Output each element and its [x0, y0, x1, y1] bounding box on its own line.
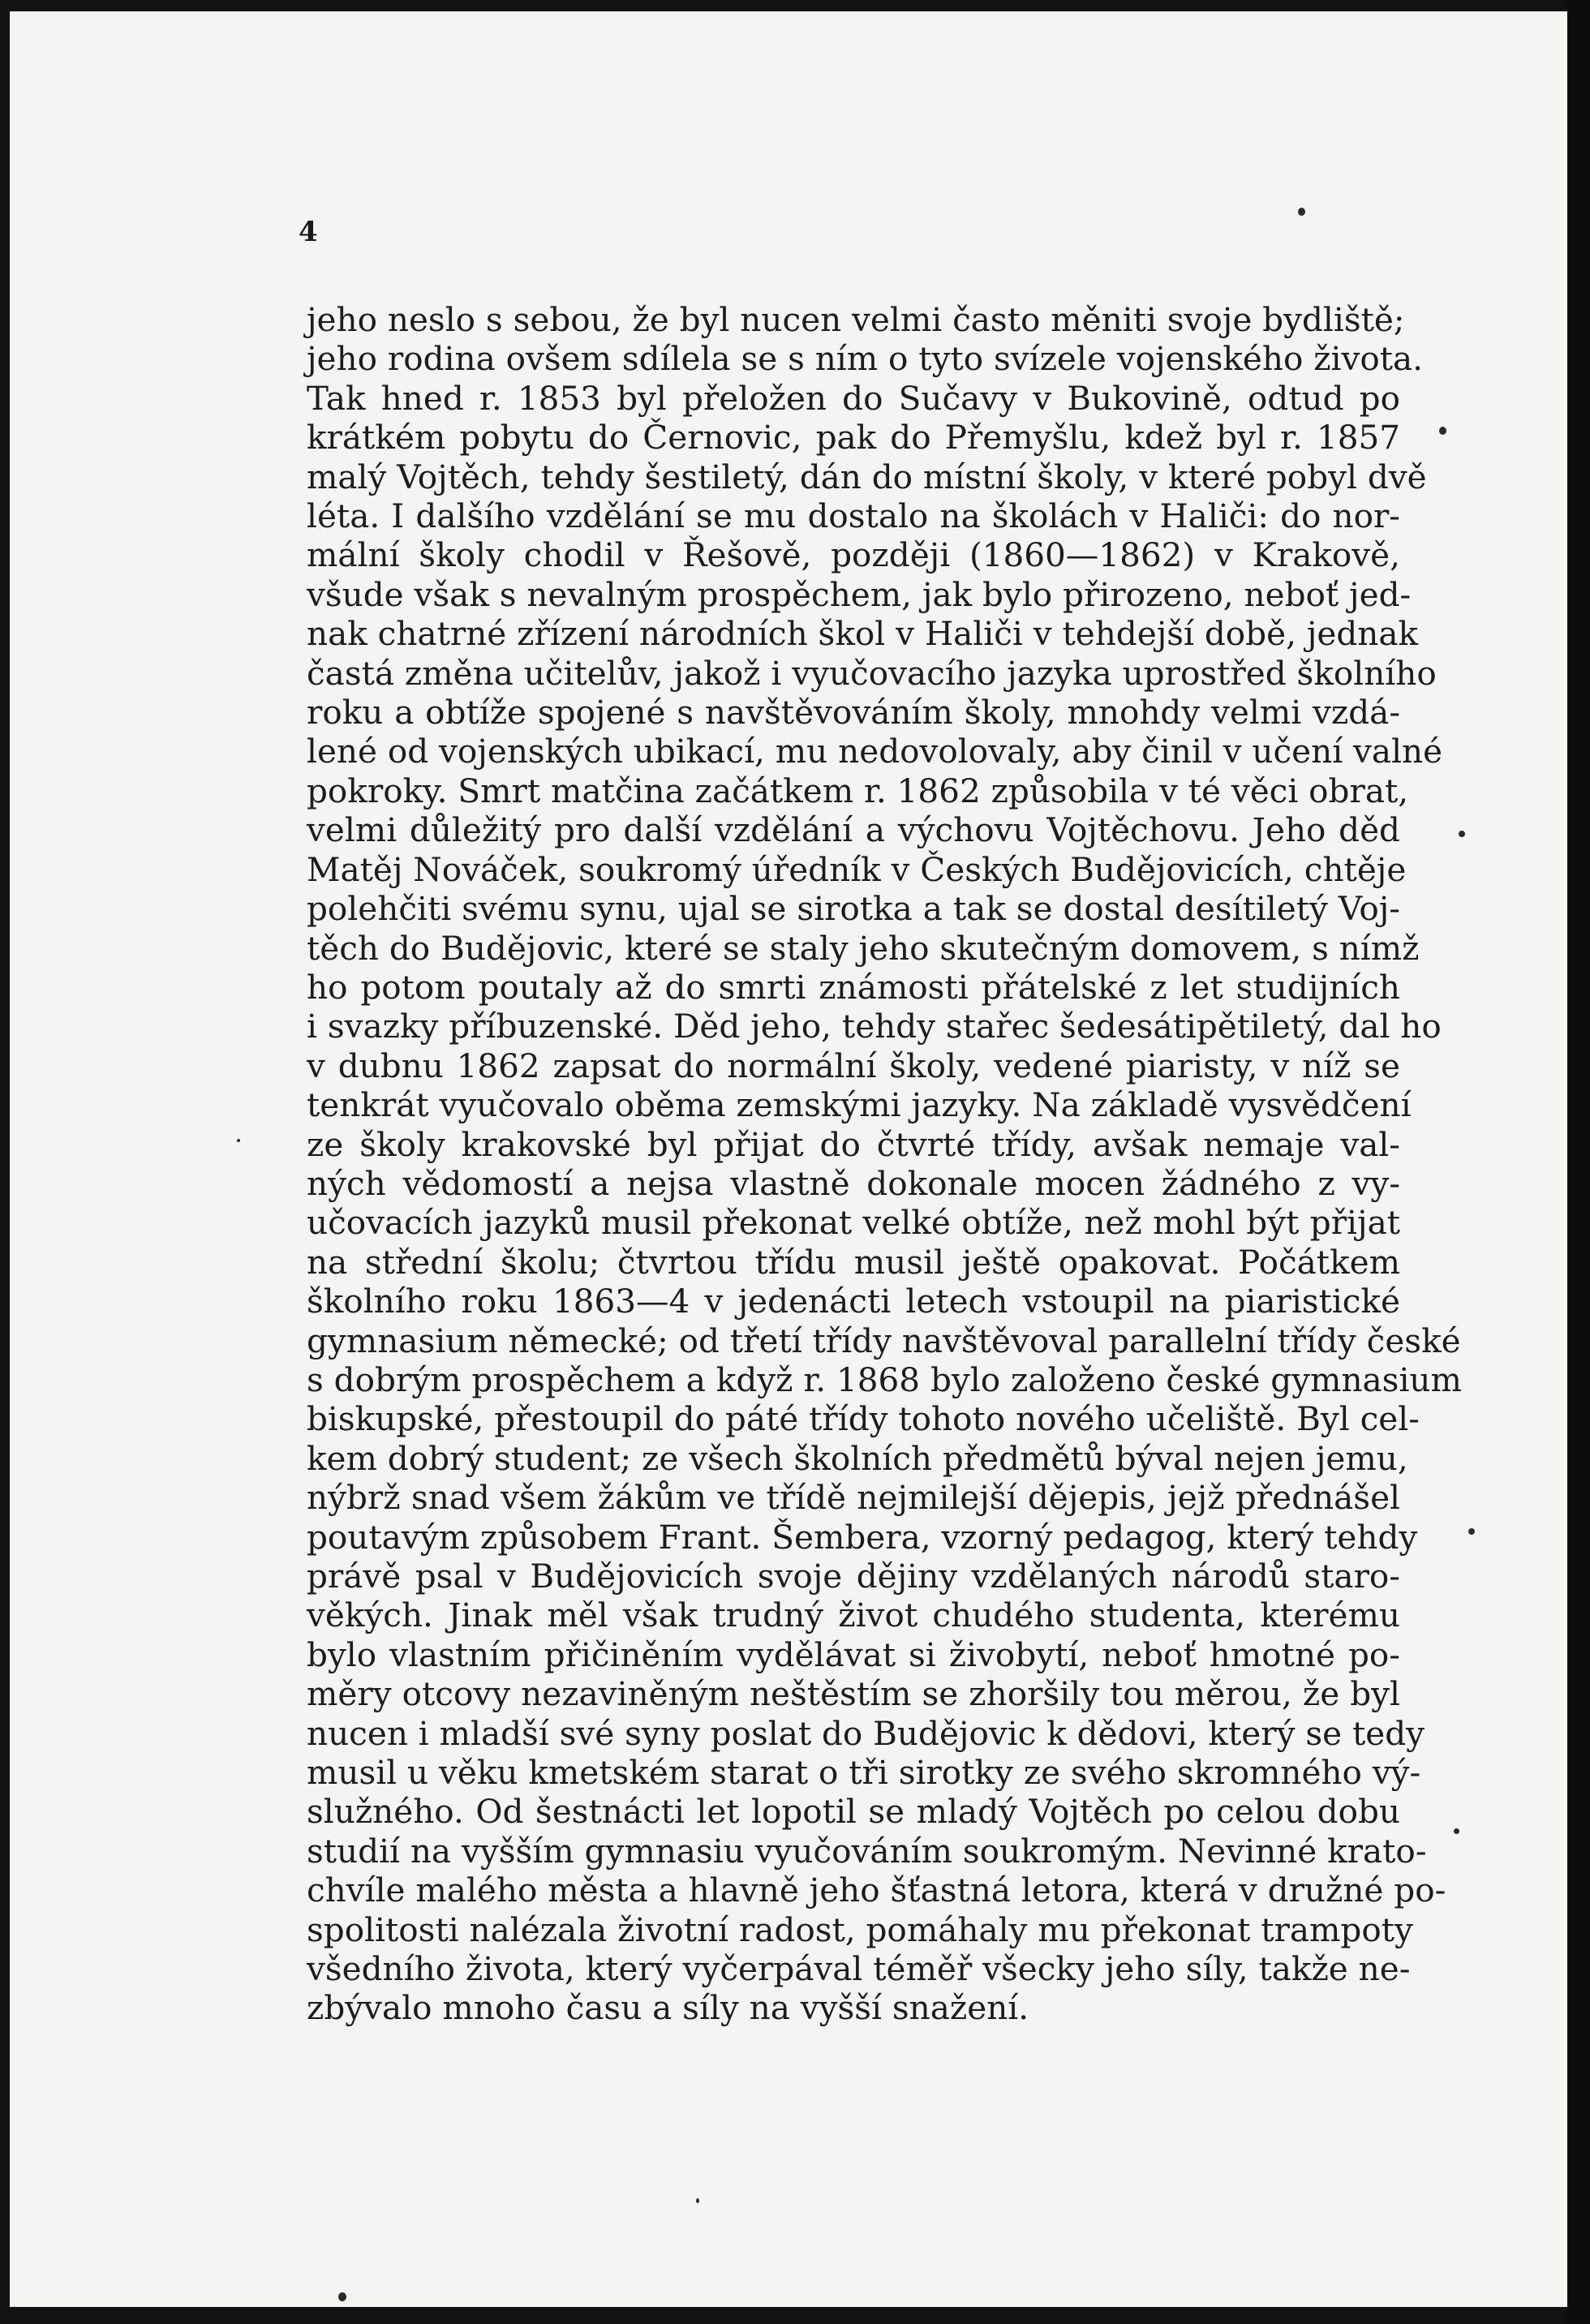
body-text — [307, 300, 1462, 2028]
text-line: na střední školu; čtvrtou třídu musil ještě opakovat. Počátkem — [307, 1242, 1400, 1282]
text-line: služného. Od šestnácti let lopotil se mladý Vojtěch po celou dobu — [307, 1792, 1400, 1832]
text-line: kem dobrý student; ze všech školních předmětů býval nejen jemu, — [307, 1438, 1408, 1478]
text-line: spolitosti nalézala životní radost, pomáhaly mu překonat trampoty — [307, 1909, 1413, 1949]
text-line: zbývalo mnoho času a síly na vyšší snažení. — [307, 1988, 1029, 2028]
text-line: mální školy chodil v Řešově, později (1860—1862) v Krakově, — [307, 535, 1400, 575]
text-line: lené od vojenských ubikací, mu nedovolovaly, aby činil v učení valné — [307, 732, 1443, 771]
text-line: všude však s nevalným prospěchem, jak bylo přirozeno, neboť jed- — [307, 574, 1412, 614]
page-number: 4 — [299, 216, 318, 248]
text-line: učovacích jazyků musil překonat velké obtíže, než mohl být přijat — [307, 1203, 1400, 1243]
text-line: roku a obtíže spojené s navštěvováním školy, mnohdy velmi vzdá- — [307, 693, 1400, 732]
scan-speck — [338, 2292, 346, 2301]
text-line: Tak hned r. 1853 byl přeložen do Sučavy v Bukovině, odtud po — [307, 378, 1400, 418]
scan-speck — [237, 1139, 240, 1142]
scan-speck — [696, 2198, 699, 2203]
text-line: i svazky příbuzenské. Děd jeho, tehdy stařec šedesátipětiletý, dal ho — [307, 1007, 1442, 1046]
text-line: ho potom poutaly až do smrti známosti přátelské z let studijních — [307, 967, 1400, 1007]
text-line: častá změna učitelův, jakož i vyučovacího jazyka uprostřed školního — [307, 653, 1437, 693]
text-line: biskupské, přestoupil do páté třídy tohoto nového učeliště. Byl cel- — [307, 1399, 1420, 1439]
text-line: školního roku 1863—4 v jedenácti letech vstoupil na piaristické — [307, 1282, 1400, 1321]
text-line: nýbrž snad všem žákům ve třídě nejmilejší dějepis, jejž přednášel — [307, 1478, 1400, 1518]
text-line: musil u věku kmetském starat o tři sirotky ze svého skromného vý- — [307, 1753, 1421, 1793]
text-line: léta. I dalšího vzdělání se mu dostalo na školách v Haliči: do nor- — [307, 496, 1400, 536]
scan-speck — [1459, 831, 1465, 837]
text-line: měry otcovy nezaviněným neštěstím se zhoršily tou měrou, že byl — [307, 1674, 1400, 1714]
text-line: nucen i mladší své syny poslat do Budějovic k dědovi, který se tedy — [307, 1713, 1425, 1753]
text-line: polehčiti svému synu, ujal se sirotka a tak se dostal desítiletý Voj- — [307, 889, 1400, 929]
scan-speck — [1454, 1828, 1459, 1834]
text-line: poutavým způsobem Frant. Šembera, vzorný pedagog, který tehdy — [307, 1517, 1418, 1557]
text-line: ných vědomostí a nejsa vlastně dokonale mocen žádného z vy- — [307, 1163, 1400, 1203]
text-line: jeho rodina ovšem sdílela se s ním o tyto svízele vojenského života. — [307, 339, 1424, 379]
text-line: s dobrým prospěchem a když r. 1868 bylo založeno české gymnasium — [307, 1360, 1462, 1399]
text-line: tenkrát vyučovalo oběma zemskými jazyky. Na základě vysvědčení — [307, 1085, 1412, 1125]
scan-speck — [1439, 427, 1446, 435]
book-page — [10, 11, 1567, 2307]
scan-speck — [1298, 208, 1305, 216]
text-line: nak chatrné zřízení národních škol v Haliči v tehdejší době, jednak — [307, 614, 1419, 654]
scan-speck — [1468, 1528, 1475, 1535]
text-line: jeho neslo s sebou, že byl nucen velmi často měniti svoje bydliště; — [307, 300, 1405, 339]
text-line: v dubnu 1862 zapsat do normální školy, vedené piaristy, v níž se — [307, 1046, 1400, 1085]
text-line: chvíle malého města a hlavně jeho šťastná letora, která v družné po- — [307, 1871, 1446, 1910]
text-line: gymnasium německé; od třetí třídy navštěvoval parallelní třídy české — [307, 1321, 1461, 1360]
text-line: malý Vojtěch, tehdy šestiletý, dán do místní školy, v které pobyl dvě — [307, 457, 1427, 496]
scan-border-right — [1567, 0, 1590, 2324]
text-line: všedního života, který vyčerpával téměř všecky jeho síly, takže ne- — [307, 1949, 1411, 1989]
text-line: velmi důležitý pro další vzdělání a výchovu Vojtěchovu. Jeho děd — [307, 810, 1400, 850]
text-line: právě psal v Budějovicích svoje dějiny vzdělaných národů staro- — [307, 1557, 1400, 1596]
text-line: pokroky. Smrt matčina začátkem r. 1862 způsobila v té věci obrat, — [307, 771, 1409, 810]
text-line: bylo vlastním přičiněním vydělávat si živobytí, neboť hmotné po- — [307, 1635, 1400, 1674]
text-line: věkých. Jinak měl však trudný život chudého studenta, kterému — [307, 1596, 1400, 1635]
text-line: těch do Budějovic, které se staly jeho skutečným domovem, s nímž — [307, 928, 1420, 968]
text-line: ze školy krakovské byl přijat do čtvrté třídy, avšak nemaje val- — [307, 1124, 1400, 1164]
text-line: Matěj Nováček, soukromý úředník v Českých Budějovicích, chtěje — [307, 849, 1407, 889]
text-line: studií na vyšším gymnasiu vyučováním soukromým. Nevinné krato- — [307, 1831, 1427, 1871]
text-line: krátkém pobytu do Černovic, pak do Přemyšlu, kdež byl r. 1857 — [307, 418, 1400, 457]
